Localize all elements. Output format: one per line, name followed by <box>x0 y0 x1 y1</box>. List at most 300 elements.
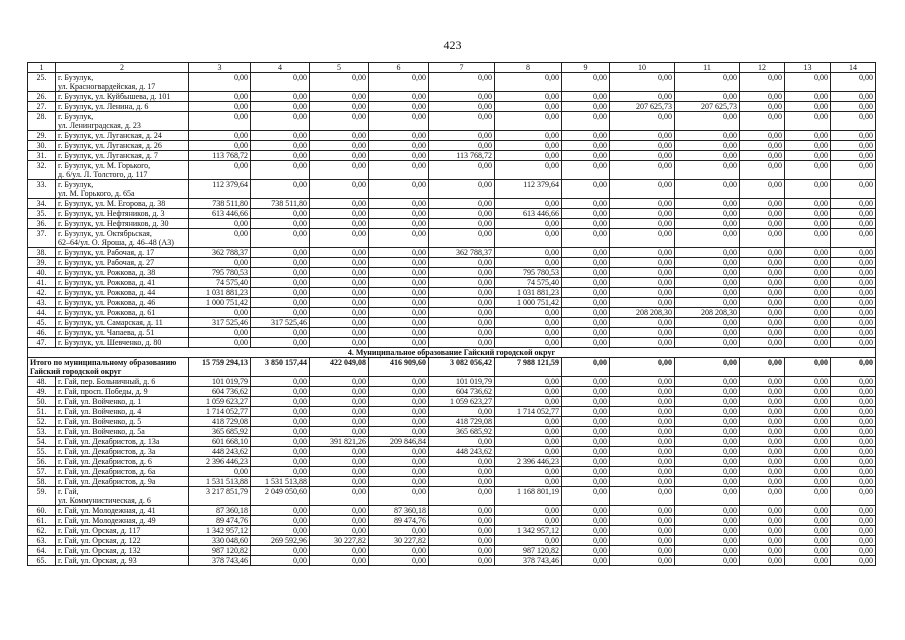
amount-cell: 0,00 <box>369 397 429 407</box>
amount-cell: 0,00 <box>251 516 310 526</box>
amount-cell: 0,00 <box>310 199 369 209</box>
row-number: 39. <box>28 258 56 268</box>
table-row <box>28 387 876 397</box>
amount-cell: 113 768,72 <box>429 151 495 161</box>
column-number: 4 <box>251 63 310 73</box>
amount-cell: 0,00 <box>251 457 310 467</box>
table-row <box>28 437 876 447</box>
amount-cell: 1 059 623,27 <box>429 397 495 407</box>
address-cell: г. Бузулук, ул. Куйбышева, д. 101 <box>56 92 189 102</box>
amount-cell: 0,00 <box>675 209 740 219</box>
section-title: 4. Муниципальное образование Гайский городской округ <box>28 348 876 358</box>
table-row <box>28 298 876 308</box>
amount-cell: 0,00 <box>785 92 831 102</box>
table-row <box>28 209 876 219</box>
amount-cell: 0,00 <box>310 288 369 298</box>
amount-cell: 0,00 <box>310 318 369 328</box>
total-amount: 422 049,08 <box>310 358 369 377</box>
amount-cell: 0,00 <box>562 268 610 278</box>
address-cell: г. Гай, ул. Молодежная, д. 49 <box>56 516 189 526</box>
amount-cell: 0,00 <box>831 73 876 92</box>
table-row <box>28 248 876 258</box>
amount-cell: 0,00 <box>675 180 740 199</box>
amount-cell: 0,00 <box>251 180 310 199</box>
amount-cell: 0,00 <box>251 268 310 278</box>
amount-cell: 0,00 <box>831 487 876 506</box>
amount-cell: 795 780,53 <box>189 268 251 278</box>
amount-cell: 0,00 <box>740 278 785 288</box>
amount-cell: 0,00 <box>495 151 562 161</box>
amount-cell: 987 120,82 <box>495 546 562 556</box>
amount-cell: 0,00 <box>740 407 785 417</box>
amount-cell: 0,00 <box>310 407 369 417</box>
amount-cell: 0,00 <box>831 219 876 229</box>
total-amount: 0,00 <box>562 358 610 377</box>
amount-cell: 0,00 <box>251 131 310 141</box>
table-row <box>28 526 876 536</box>
amount-cell: 0,00 <box>740 102 785 112</box>
amount-cell: 0,00 <box>562 278 610 288</box>
amount-cell: 365 685,92 <box>189 427 251 437</box>
amount-cell: 0,00 <box>785 447 831 457</box>
amount-cell: 0,00 <box>310 248 369 258</box>
amount-cell: 0,00 <box>831 467 876 477</box>
amount-cell: 0,00 <box>610 131 675 141</box>
table-row <box>28 457 876 467</box>
amount-cell: 0,00 <box>610 417 675 427</box>
amount-cell: 0,00 <box>495 377 562 387</box>
table-row <box>28 516 876 526</box>
amount-cell: 0,00 <box>310 131 369 141</box>
column-number: 3 <box>189 63 251 73</box>
amount-cell: 0,00 <box>310 556 369 566</box>
table-row <box>28 417 876 427</box>
amount-cell: 0,00 <box>610 338 675 348</box>
amount-cell: 0,00 <box>785 407 831 417</box>
amount-cell: 0,00 <box>562 338 610 348</box>
amount-cell: 0,00 <box>610 209 675 219</box>
amount-cell: 0,00 <box>562 199 610 209</box>
amount-cell: 0,00 <box>785 487 831 506</box>
amount-cell: 738 511,80 <box>189 199 251 209</box>
amount-cell: 365 685,92 <box>429 427 495 437</box>
amount-cell: 1 031 881,23 <box>189 288 251 298</box>
amount-cell: 0,00 <box>429 131 495 141</box>
amount-cell: 0,00 <box>831 516 876 526</box>
amount-cell: 0,00 <box>610 73 675 92</box>
row-number: 46. <box>28 328 56 338</box>
amount-cell: 0,00 <box>785 467 831 477</box>
row-number: 63. <box>28 536 56 546</box>
amount-cell: 89 474,76 <box>189 516 251 526</box>
amount-cell: 0,00 <box>610 180 675 199</box>
address-cell: г. Бузулук, ул. Луганская, д. 7 <box>56 151 189 161</box>
amount-cell: 0,00 <box>785 112 831 131</box>
amount-cell: 0,00 <box>740 526 785 536</box>
amount-cell: 0,00 <box>562 546 610 556</box>
total-amount: 15 759 294,13 <box>189 358 251 377</box>
amount-cell: 0,00 <box>740 219 785 229</box>
amount-cell: 0,00 <box>429 308 495 318</box>
amount-cell: 0,00 <box>310 477 369 487</box>
amount-cell: 0,00 <box>831 437 876 447</box>
amount-cell: 0,00 <box>610 161 675 180</box>
amount-cell: 0,00 <box>495 92 562 102</box>
amount-cell: 0,00 <box>369 209 429 219</box>
row-number: 61. <box>28 516 56 526</box>
amount-cell: 0,00 <box>251 556 310 566</box>
amount-cell: 0,00 <box>785 180 831 199</box>
amount-cell: 0,00 <box>495 506 562 516</box>
address-cell: г. Бузулук, ул. Октябрьская, 62–64/ул. О. Яроша, д. 46–48 (А3) <box>56 229 189 248</box>
amount-cell: 0,00 <box>562 161 610 180</box>
amount-cell: 0,00 <box>610 407 675 417</box>
amount-cell: 0,00 <box>610 219 675 229</box>
amount-cell: 0,00 <box>831 536 876 546</box>
amount-cell: 0,00 <box>495 417 562 427</box>
amount-cell: 0,00 <box>369 219 429 229</box>
amount-cell: 0,00 <box>675 407 740 417</box>
amount-cell: 0,00 <box>562 219 610 229</box>
amount-cell: 0,00 <box>429 516 495 526</box>
amount-cell: 0,00 <box>251 92 310 102</box>
amount-cell: 0,00 <box>562 417 610 427</box>
amount-cell: 613 446,66 <box>189 209 251 219</box>
amount-cell: 0,00 <box>251 161 310 180</box>
amount-cell: 0,00 <box>675 506 740 516</box>
address-cell: г. Гай, ул. Войченко, д. 4 <box>56 407 189 417</box>
column-number: 8 <box>495 63 562 73</box>
amount-cell: 0,00 <box>251 151 310 161</box>
amount-cell: 0,00 <box>610 258 675 268</box>
row-number: 32. <box>28 161 56 180</box>
address-cell: г. Бузулук, ул. М. Горького, д. 6/ул. Л. Толстого, д. 117 <box>56 161 189 180</box>
amount-cell: 0,00 <box>610 92 675 102</box>
amount-cell: 0,00 <box>740 536 785 546</box>
address-cell: г. Гай, ул. Коммунистическая, д. 6 <box>56 487 189 506</box>
amount-cell: 0,00 <box>429 102 495 112</box>
total-amount: 0,00 <box>785 358 831 377</box>
amount-cell: 30 227,82 <box>369 536 429 546</box>
amount-cell: 0,00 <box>429 328 495 338</box>
amount-cell: 0,00 <box>740 288 785 298</box>
amount-cell: 330 048,60 <box>189 536 251 546</box>
row-number: 28. <box>28 112 56 131</box>
amount-cell: 0,00 <box>369 387 429 397</box>
amount-cell: 0,00 <box>675 92 740 102</box>
amount-cell: 0,00 <box>831 546 876 556</box>
amount-cell: 0,00 <box>740 447 785 457</box>
amount-cell: 0,00 <box>675 199 740 209</box>
address-cell: г. Бузулук, ул. Рожкова, д. 46 <box>56 298 189 308</box>
amount-cell: 0,00 <box>562 427 610 437</box>
amount-cell: 0,00 <box>785 516 831 526</box>
amount-cell: 0,00 <box>785 457 831 467</box>
row-number: 36. <box>28 219 56 229</box>
amount-cell: 0,00 <box>831 268 876 278</box>
amount-cell: 0,00 <box>310 526 369 536</box>
amount-cell: 0,00 <box>675 328 740 338</box>
amount-cell: 0,00 <box>310 417 369 427</box>
amount-cell: 0,00 <box>740 556 785 566</box>
amount-cell: 0,00 <box>310 457 369 467</box>
address-cell: г. Гай, ул. Декабристов, д. 13а <box>56 437 189 447</box>
amount-cell: 0,00 <box>429 457 495 467</box>
row-number: 58. <box>28 477 56 487</box>
amount-cell: 738 511,80 <box>251 199 310 209</box>
table-row <box>28 141 876 151</box>
amount-cell: 0,00 <box>251 546 310 556</box>
amount-cell: 0,00 <box>369 229 429 248</box>
amount-cell: 0,00 <box>740 397 785 407</box>
amount-cell: 0,00 <box>562 73 610 92</box>
amount-cell: 0,00 <box>429 180 495 199</box>
total-amount: 0,00 <box>675 358 740 377</box>
amount-cell: 0,00 <box>610 377 675 387</box>
amount-cell: 0,00 <box>495 258 562 268</box>
amount-cell: 795 780,53 <box>495 268 562 278</box>
amount-cell: 0,00 <box>369 180 429 199</box>
address-cell: г. Бузулук, ул. Рожкова, д. 44 <box>56 288 189 298</box>
row-number: 56. <box>28 457 56 467</box>
amount-cell: 0,00 <box>831 397 876 407</box>
amount-cell: 0,00 <box>785 387 831 397</box>
amount-cell: 0,00 <box>251 288 310 298</box>
amount-cell: 0,00 <box>429 278 495 288</box>
amount-cell: 0,00 <box>310 209 369 219</box>
row-number: 38. <box>28 248 56 258</box>
amount-cell: 0,00 <box>562 180 610 199</box>
amount-cell: 0,00 <box>675 467 740 477</box>
amount-cell: 0,00 <box>495 219 562 229</box>
amount-cell: 0,00 <box>562 318 610 328</box>
amount-cell: 613 446,66 <box>495 209 562 219</box>
amount-cell: 0,00 <box>429 92 495 102</box>
amount-cell: 0,00 <box>785 427 831 437</box>
amount-cell: 604 736,62 <box>189 387 251 397</box>
amount-cell: 0,00 <box>562 308 610 318</box>
amount-cell: 0,00 <box>189 161 251 180</box>
amount-cell: 0,00 <box>675 487 740 506</box>
table-row <box>28 219 876 229</box>
amount-cell: 0,00 <box>189 229 251 248</box>
row-number: 35. <box>28 209 56 219</box>
amount-cell: 0,00 <box>785 258 831 268</box>
row-number: 57. <box>28 467 56 477</box>
total-row <box>28 358 876 377</box>
row-number: 59. <box>28 487 56 506</box>
amount-cell: 1 168 801,19 <box>495 487 562 506</box>
table-row <box>28 73 876 92</box>
amount-cell: 0,00 <box>189 92 251 102</box>
amount-cell: 0,00 <box>369 308 429 318</box>
amount-cell: 0,00 <box>562 457 610 467</box>
amount-cell: 0,00 <box>369 141 429 151</box>
amount-cell: 0,00 <box>369 268 429 278</box>
table-row <box>28 546 876 556</box>
amount-cell: 0,00 <box>831 447 876 457</box>
amount-cell: 0,00 <box>785 536 831 546</box>
amount-cell: 1 059 623,27 <box>189 397 251 407</box>
amount-cell: 0,00 <box>675 546 740 556</box>
amount-cell: 0,00 <box>251 102 310 112</box>
amount-cell: 378 743,46 <box>189 556 251 566</box>
amount-cell: 0,00 <box>831 229 876 248</box>
amount-cell: 0,00 <box>310 328 369 338</box>
amount-cell: 0,00 <box>369 377 429 387</box>
amount-cell: 0,00 <box>562 477 610 487</box>
amount-cell: 0,00 <box>369 258 429 268</box>
amount-cell: 0,00 <box>675 397 740 407</box>
column-number-row <box>28 63 876 73</box>
address-cell: г. Бузулук, ул. Рожкова, д. 61 <box>56 308 189 318</box>
amount-cell: 418 729,08 <box>189 417 251 427</box>
amount-cell: 0,00 <box>740 308 785 318</box>
amount-cell: 0,00 <box>785 298 831 308</box>
amount-cell: 0,00 <box>675 258 740 268</box>
address-cell: г. Бузулук, ул. М. Горького, д. 65а <box>56 180 189 199</box>
amount-cell: 0,00 <box>740 199 785 209</box>
amount-cell: 0,00 <box>785 248 831 258</box>
amount-cell: 448 243,62 <box>429 447 495 457</box>
amount-cell: 2 049 050,60 <box>251 487 310 506</box>
amount-cell: 269 592,96 <box>251 536 310 546</box>
amount-cell: 0,00 <box>495 248 562 258</box>
table-row <box>28 199 876 209</box>
amount-cell: 1 342 957,12 <box>189 526 251 536</box>
amount-cell: 0,00 <box>429 161 495 180</box>
amount-cell: 0,00 <box>610 477 675 487</box>
amount-cell: 0,00 <box>610 447 675 457</box>
column-number: 5 <box>310 63 369 73</box>
amount-cell: 0,00 <box>429 407 495 417</box>
amount-cell: 0,00 <box>495 112 562 131</box>
amount-cell: 0,00 <box>675 141 740 151</box>
amount-cell: 0,00 <box>785 102 831 112</box>
table-row <box>28 536 876 546</box>
amount-cell: 30 227,82 <box>310 536 369 546</box>
amount-cell: 0,00 <box>369 288 429 298</box>
amount-cell: 0,00 <box>610 427 675 437</box>
amount-cell: 0,00 <box>675 417 740 427</box>
amount-cell: 448 243,62 <box>189 447 251 457</box>
amount-cell: 0,00 <box>310 141 369 151</box>
amount-cell: 0,00 <box>740 467 785 477</box>
amount-cell: 0,00 <box>495 477 562 487</box>
amount-cell: 0,00 <box>429 141 495 151</box>
amount-cell: 0,00 <box>831 161 876 180</box>
amount-cell: 0,00 <box>495 536 562 546</box>
amount-cell: 0,00 <box>831 278 876 288</box>
row-number: 41. <box>28 278 56 288</box>
amount-cell: 0,00 <box>785 209 831 219</box>
column-number: 11 <box>675 63 740 73</box>
amount-cell: 0,00 <box>495 516 562 526</box>
amount-cell: 0,00 <box>369 487 429 506</box>
table-row <box>28 338 876 348</box>
amount-cell: 0,00 <box>785 377 831 387</box>
amount-cell: 0,00 <box>369 278 429 288</box>
amount-cell: 0,00 <box>251 467 310 477</box>
amount-cell: 89 474,76 <box>369 516 429 526</box>
amount-cell: 0,00 <box>495 338 562 348</box>
amount-cell: 0,00 <box>610 546 675 556</box>
total-amount: 7 988 121,59 <box>495 358 562 377</box>
amount-cell: 0,00 <box>429 112 495 131</box>
amount-cell: 0,00 <box>429 506 495 516</box>
amount-cell: 0,00 <box>831 131 876 141</box>
column-number: 9 <box>562 63 610 73</box>
amount-cell: 0,00 <box>831 308 876 318</box>
amount-cell: 0,00 <box>562 506 610 516</box>
amount-cell: 0,00 <box>429 209 495 219</box>
row-number: 65. <box>28 556 56 566</box>
amount-cell: 207 625,73 <box>610 102 675 112</box>
address-cell: г. Бузулук, ул. Шевченко, д. 80 <box>56 338 189 348</box>
amount-cell: 0,00 <box>429 556 495 566</box>
amount-cell: 0,00 <box>562 377 610 387</box>
amount-cell: 0,00 <box>831 526 876 536</box>
amount-cell: 0,00 <box>310 506 369 516</box>
table-row <box>28 397 876 407</box>
amount-cell: 0,00 <box>675 457 740 467</box>
amount-cell: 0,00 <box>831 141 876 151</box>
address-cell: г. Бузулук, ул. Ленина, д. 6 <box>56 102 189 112</box>
amount-cell: 0,00 <box>251 506 310 516</box>
row-number: 51. <box>28 407 56 417</box>
amount-cell: 0,00 <box>562 288 610 298</box>
amount-cell: 0,00 <box>369 477 429 487</box>
amount-cell: 0,00 <box>562 248 610 258</box>
address-cell: г. Бузулук, ул. Луганская, д. 24 <box>56 131 189 141</box>
amount-cell: 0,00 <box>610 248 675 258</box>
amount-cell: 0,00 <box>610 487 675 506</box>
amount-cell: 0,00 <box>785 161 831 180</box>
amount-cell: 0,00 <box>369 248 429 258</box>
row-number: 49. <box>28 387 56 397</box>
amount-cell: 0,00 <box>831 427 876 437</box>
amount-cell: 0,00 <box>251 387 310 397</box>
amount-cell: 0,00 <box>369 427 429 437</box>
address-cell: г. Гай, ул. Орская, д. 117 <box>56 526 189 536</box>
amount-cell: 0,00 <box>562 536 610 546</box>
amount-cell: 0,00 <box>831 387 876 397</box>
amount-cell: 0,00 <box>495 308 562 318</box>
amount-cell: 0,00 <box>189 73 251 92</box>
amount-cell: 0,00 <box>610 516 675 526</box>
amount-cell: 0,00 <box>740 477 785 487</box>
amount-cell: 0,00 <box>251 417 310 427</box>
amount-cell: 0,00 <box>429 258 495 268</box>
row-number: 29. <box>28 131 56 141</box>
amount-cell: 0,00 <box>562 467 610 477</box>
amount-cell: 0,00 <box>610 268 675 278</box>
amount-cell: 0,00 <box>785 73 831 92</box>
amount-cell: 1 000 751,42 <box>189 298 251 308</box>
amount-cell: 0,00 <box>310 397 369 407</box>
amount-cell: 0,00 <box>785 199 831 209</box>
amount-cell: 0,00 <box>675 268 740 278</box>
amount-cell: 0,00 <box>675 437 740 447</box>
amount-cell: 0,00 <box>251 328 310 338</box>
amount-cell: 0,00 <box>310 487 369 506</box>
amount-cell: 0,00 <box>429 437 495 447</box>
amount-cell: 0,00 <box>675 298 740 308</box>
amount-cell: 2 396 446,23 <box>189 457 251 467</box>
amount-cell: 0,00 <box>785 477 831 487</box>
table-row <box>28 258 876 268</box>
total-amount: 0,00 <box>740 358 785 377</box>
